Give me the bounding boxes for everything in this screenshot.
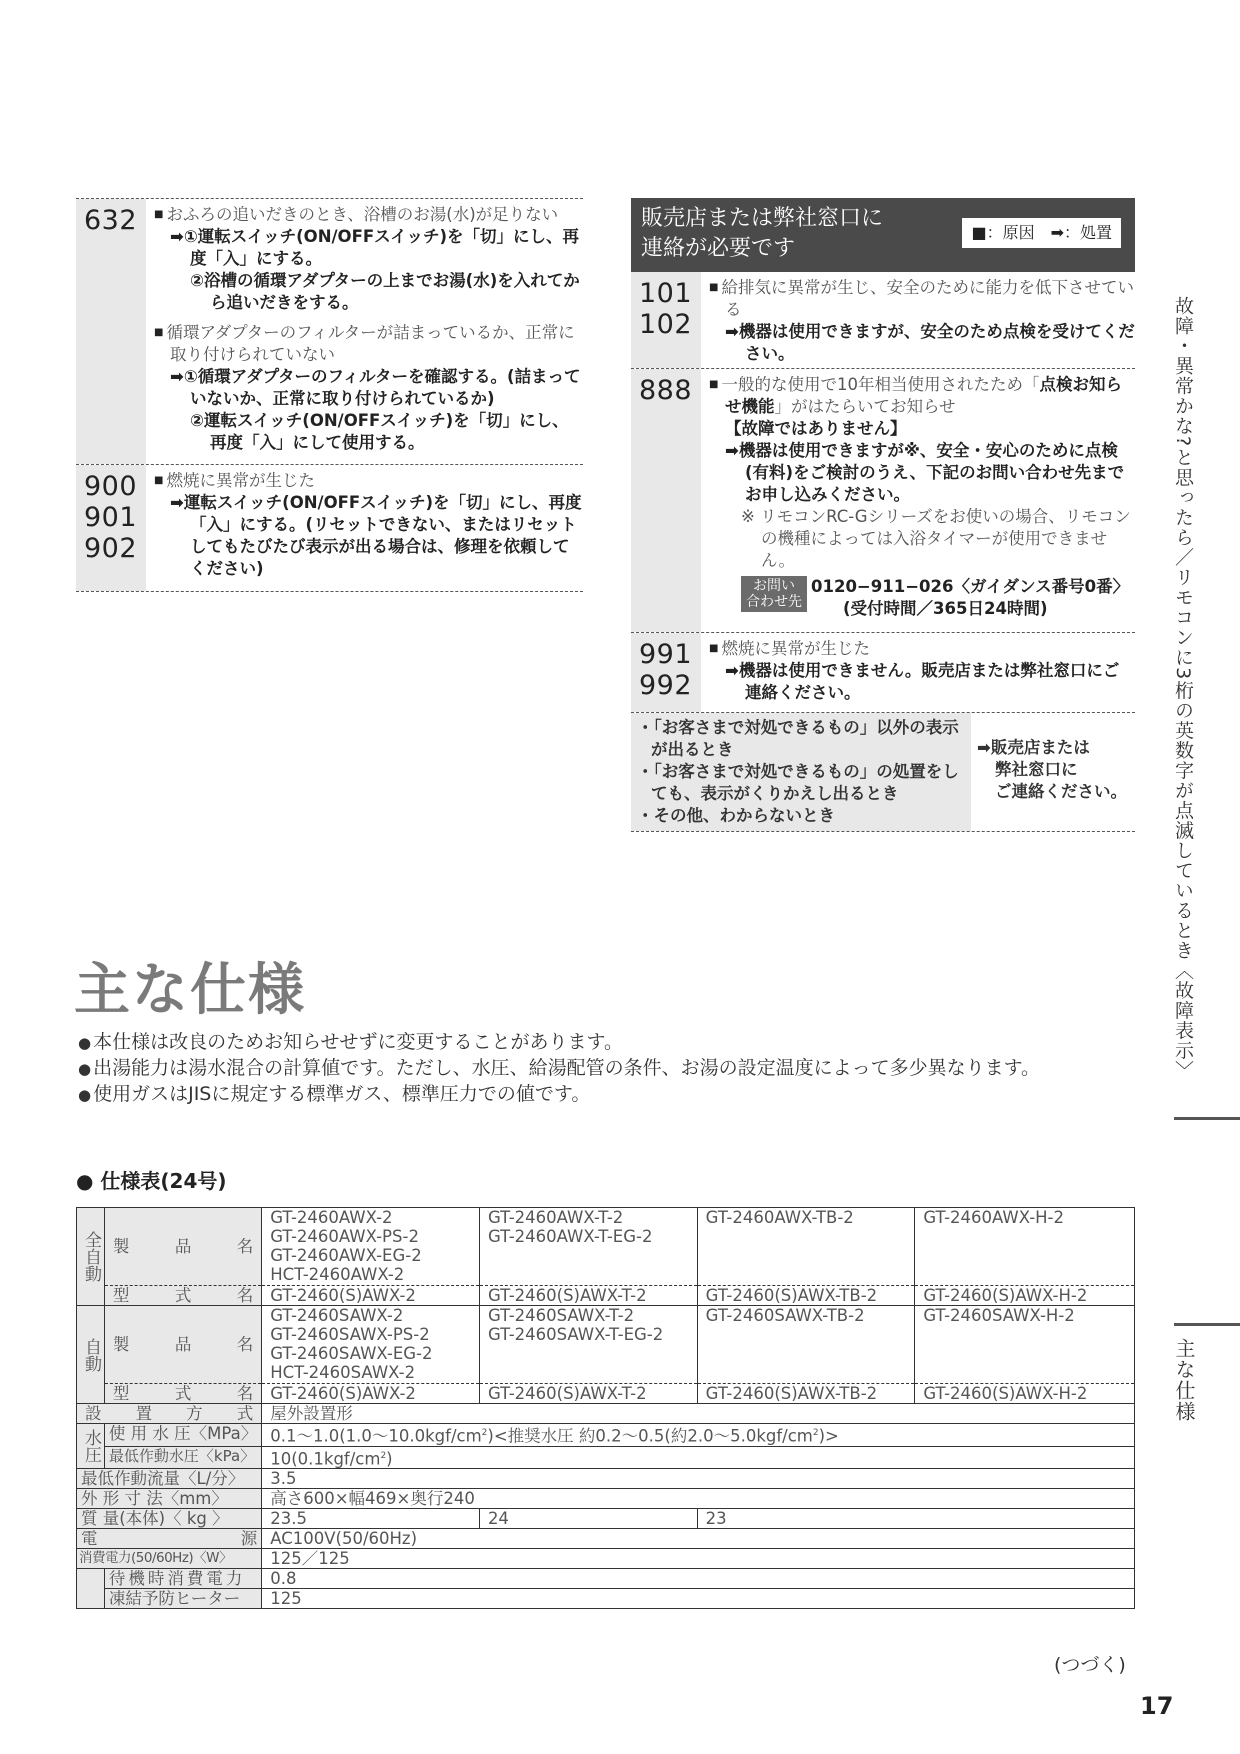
other-cases-list [631, 713, 971, 831]
spec-note: ● 使用ガスはJISに規定する標準ガス、標準圧力での値です。 [78, 1083, 591, 1105]
not-fault-text: 【故障ではありません】 [725, 419, 907, 438]
install-label: 設 置 方 式 [77, 1404, 262, 1424]
model-cell: GT-2460(S)AWX-H-2 [915, 1384, 1135, 1404]
product-cell: GT-2460AWX-TB-2 [697, 1208, 915, 1286]
spec-row-antifreeze [77, 1589, 1135, 1609]
error-code: 901 [84, 502, 138, 533]
side-tab-specifications[interactable]: 主な仕様 [1172, 1338, 1196, 1422]
model-label: 型 式 名 [104, 1384, 261, 1404]
model-cell: GT-2460(S)AWX-T-2 [479, 1384, 697, 1404]
spec-row-auto-models [77, 1384, 1135, 1404]
mass-value: 23.5 [262, 1509, 480, 1529]
mass-value: 24 [479, 1509, 697, 1529]
product-cell: GT-2460SAWX-T-2 GT-2460SAWX-T-EG-2 [479, 1306, 697, 1384]
contact-required-header [631, 198, 1135, 272]
spec-row-dimensions [77, 1489, 1135, 1509]
error-code: 102 [639, 309, 693, 340]
product-cell: GT-2460AWX-2 GT-2460AWX-PS-2 GT-2460AWX-EG-2 HCT-2460AWX-2 [262, 1208, 480, 1286]
error-description [701, 272, 1135, 368]
error-code-cell [76, 465, 146, 591]
min-pressure-label: 最低作動水圧〈kPa〉 [104, 1446, 261, 1469]
bullet-icon: ● [78, 1060, 92, 1078]
other-case-item: ・「お客さまで対処できるもの」以外の表示が出るとき [637, 718, 959, 759]
group-auto: 自動 [77, 1306, 105, 1404]
error-row-632 [76, 198, 583, 464]
square-bullet-icon: ■ [709, 379, 719, 390]
standby-value: 0.8 [262, 1569, 1135, 1589]
fix-text: ➡機器は使用できません。販売店または弊社窓口にご連絡ください。 [725, 661, 1120, 702]
min-flow-label: 最低作動流量〈L/分〉 [77, 1469, 262, 1489]
error-description [146, 199, 583, 464]
spec-row-standby [77, 1569, 1135, 1589]
inquiry-info [811, 576, 1129, 620]
model-cell: GT-2460(S)AWX-T-2 [479, 1286, 697, 1306]
inquiry-contact [709, 576, 1135, 620]
product-cell: GT-2460SAWX-H-2 [915, 1306, 1135, 1384]
product-name-label: 製 品 名 [104, 1306, 261, 1384]
error-code-cell [631, 272, 701, 368]
dimensions-value: 高さ600×幅469×奥行240 [262, 1489, 1135, 1509]
square-bullet-icon: ■ [154, 209, 164, 220]
bullet-icon: ● [78, 1034, 92, 1052]
error-row-991 [631, 632, 1135, 712]
cause-text: ■ 一般的な使用で10年相当使用されたため「点検お知らせ機能」がはたらいてお知らせ [709, 375, 1122, 416]
model-cell: GT-2460(S)AWX-TB-2 [697, 1286, 915, 1306]
remote-note: ※ リモコンRC-Gシリーズをお使いの場合、リモコンの機種によっては入浴タイマーが使用できません。 [741, 507, 1131, 570]
left-error-code-block [76, 198, 583, 592]
header-title-line1: 販売店または弊社窓口に [641, 206, 884, 231]
cause-text: ■ おふろの追いだきのとき、浴槽のお湯(水)が足りない [154, 205, 559, 224]
group-water-pressure: 水圧 [77, 1424, 105, 1469]
product-name-label: 製 品 名 [104, 1208, 261, 1286]
fix-text: ➡①運転スイッチ(ON/OFFスイッチ)を「切」にし、再度「入」にする。 [170, 227, 579, 268]
square-bullet-icon: ■ [154, 475, 164, 486]
consumption-label: 消費電力(50/60Hz)〈W〉 [77, 1549, 262, 1569]
standby-label: 待機時消費電力 [104, 1569, 261, 1589]
spec-row-install [77, 1404, 1135, 1424]
mass-value: 23 [697, 1509, 1134, 1529]
min-pressure-value: $10(0.1kgf/cm^2)$ [262, 1446, 1135, 1469]
model-cell: GT-2460(S)AWX-2 [262, 1384, 480, 1404]
error-description [701, 369, 1135, 632]
model-cell: GT-2460(S)AWX-2 [262, 1286, 480, 1306]
bullet-icon: ● [76, 1169, 101, 1193]
product-cell: GT-2460SAWX-2 GT-2460SAWX-PS-2 GT-2460SAWX-EG-2 HCT-2460SAWX-2 [262, 1306, 480, 1384]
error-code: 888 [639, 375, 693, 406]
spec-row-auto-products [77, 1306, 1135, 1384]
error-row-900 [76, 464, 583, 592]
error-code: 992 [639, 670, 693, 701]
page-number: 17 [1140, 1692, 1174, 1720]
cause-text: ■ 燃焼に異常が生じた [154, 471, 315, 490]
bullet-icon: ● [78, 1086, 92, 1104]
inquiry-hours: (受付時間／365日24時間) [843, 599, 1048, 618]
square-bullet-icon: ■ [154, 327, 164, 338]
fix-text: ➡運転スイッチ(ON/OFFスイッチ)を「切」にし、再度「入」にする。(リセットできない、またはリセットしてもたびたび表示が出る場合は、修理を依頼してください) [170, 493, 582, 578]
side-tab-troubleshooting[interactable]: 故障・異常かな?と思ったら／リモコンに3桁の英数字が点滅しているとき〈故障表示〉 [1172, 296, 1194, 1081]
power-value: AC100V(50/60Hz) [262, 1529, 1135, 1549]
spec-notes [78, 1030, 1040, 1108]
fix-text: ②運転スイッチ(ON/OFFスイッチ)を「切」にし、再度「入」にして使用する。 [190, 411, 569, 452]
right-error-code-block [631, 198, 1135, 832]
header-title-line2: 連絡が必要です [641, 236, 796, 261]
antifreeze-label: 凍結予防ヒーター [104, 1589, 261, 1609]
fix-text: ②浴槽の循環アダプターの上までお湯(水)を入れてから追いだきをする。 [190, 271, 580, 312]
error-row-888 [631, 368, 1135, 632]
error-code: 991 [639, 639, 693, 670]
use-pressure-label: 使 用 水 圧〈MPa〉 [104, 1424, 261, 1447]
cause-text: ■ 循環アダプターのフィルターが詰まっているか、正常に取り付けられていない [154, 323, 575, 364]
product-cell: GT-2460SAWX-TB-2 [697, 1306, 915, 1384]
error-code: 902 [84, 533, 138, 564]
spec-row-power [77, 1529, 1135, 1549]
consumption-value: 125／125 [262, 1549, 1135, 1569]
spec-note: ● 本仕様は改良のためお知らせせずに変更することがあります。 [78, 1031, 624, 1053]
square-bullet-icon: ■ [709, 643, 719, 654]
model-cell: GT-2460(S)AWX-H-2 [915, 1286, 1135, 1306]
group-full-auto: 全自動 [77, 1208, 105, 1306]
spec-row-use-pressure [77, 1424, 1135, 1447]
spec-row-mass [77, 1509, 1135, 1529]
model-cell: GT-2460(S)AWX-TB-2 [697, 1384, 915, 1404]
fix-text: ➡①循環アダプターのフィルターを確認する。(詰まっていないか、正常に取り付けられているか) [170, 367, 581, 408]
legend-box: ■：原因 ➡：処置 [962, 218, 1121, 248]
error-code: 101 [639, 278, 693, 309]
error-description [146, 465, 583, 591]
other-case-item: ・その他、わからないとき [637, 806, 835, 825]
spec-row-consumption [77, 1549, 1135, 1569]
other-cases-row [631, 712, 1135, 832]
spec-note: ● 出湯能力は湯水混合の計算値です。ただし、水圧、給湯配管の条件、お湯の設定温度によって多少異なります。 [78, 1057, 1041, 1079]
inquiry-phone: 0120−911−026〈ガイダンス番号0番〉 [811, 577, 1130, 596]
antifreeze-value: 125 [262, 1589, 1135, 1609]
cause-text: ■ 給排気に異常が生じ、安全のために能力を低下させている [709, 278, 1134, 319]
continued-label: (つづく) [1054, 1654, 1126, 1676]
spec-row-full-auto-models [77, 1286, 1135, 1306]
min-flow-value: 3.5 [262, 1469, 1135, 1489]
spec-row-min-flow [77, 1469, 1135, 1489]
error-description [701, 633, 1135, 712]
consumption-sub-spacer [77, 1569, 105, 1609]
spec-row-full-auto-products [77, 1208, 1135, 1286]
spec-row-min-pressure [77, 1446, 1135, 1469]
dimensions-label: 外 形 寸 法〈mm〉 [77, 1489, 262, 1509]
cause-text: ■ 燃焼に異常が生じた [709, 639, 870, 658]
model-label: 型 式 名 [104, 1286, 261, 1306]
spec-table [76, 1207, 1135, 1609]
error-code: 900 [84, 471, 138, 502]
error-code-cell [631, 633, 701, 712]
use-pressure-value: 0.1〜1.0(1.0〜$10.0kgf/cm^2)<$推奨水圧 約0.2〜0.5(約2.0〜$5.0kgf/cm^2)>$ [262, 1424, 1135, 1447]
side-tab-divider [1174, 1117, 1240, 1120]
side-tab-divider [1174, 1323, 1240, 1326]
section-title: 主な仕様 [74, 958, 306, 1023]
table-heading: ● 仕様表(24号) [76, 1169, 227, 1193]
other-case-item: ・「お客さまで対処できるもの」の処置をしても、表示がくりかえし出るとき [637, 762, 959, 803]
fix-text: ➡機器は使用できますが※、安全・安心のために点検(有料)をご検討のうえ、下記のお問い合わせ先までお申し込みください。 [725, 441, 1125, 504]
square-bullet-icon: ■ [709, 282, 719, 293]
other-cases-action: ➡販売店または 弊社窓口に ご連絡ください。 [977, 738, 1127, 801]
product-cell: GT-2460AWX-H-2 [915, 1208, 1135, 1286]
power-label: 電 源 [77, 1529, 262, 1549]
fix-text: ➡機器は使用できますが、安全のため点検を受けてください。 [725, 322, 1135, 363]
install-value: 屋外設置形 [262, 1404, 1135, 1424]
error-row-101 [631, 272, 1135, 368]
inquiry-badge: お問い 合わせ先 [741, 576, 807, 612]
product-cell: GT-2460AWX-T-2 GT-2460AWX-T-EG-2 [479, 1208, 697, 1286]
error-code: 632 [84, 205, 138, 236]
mass-label: 質 量(本体)〈 kg 〉 [77, 1509, 262, 1529]
error-code-cell [631, 369, 701, 632]
error-code-cell [76, 199, 146, 464]
